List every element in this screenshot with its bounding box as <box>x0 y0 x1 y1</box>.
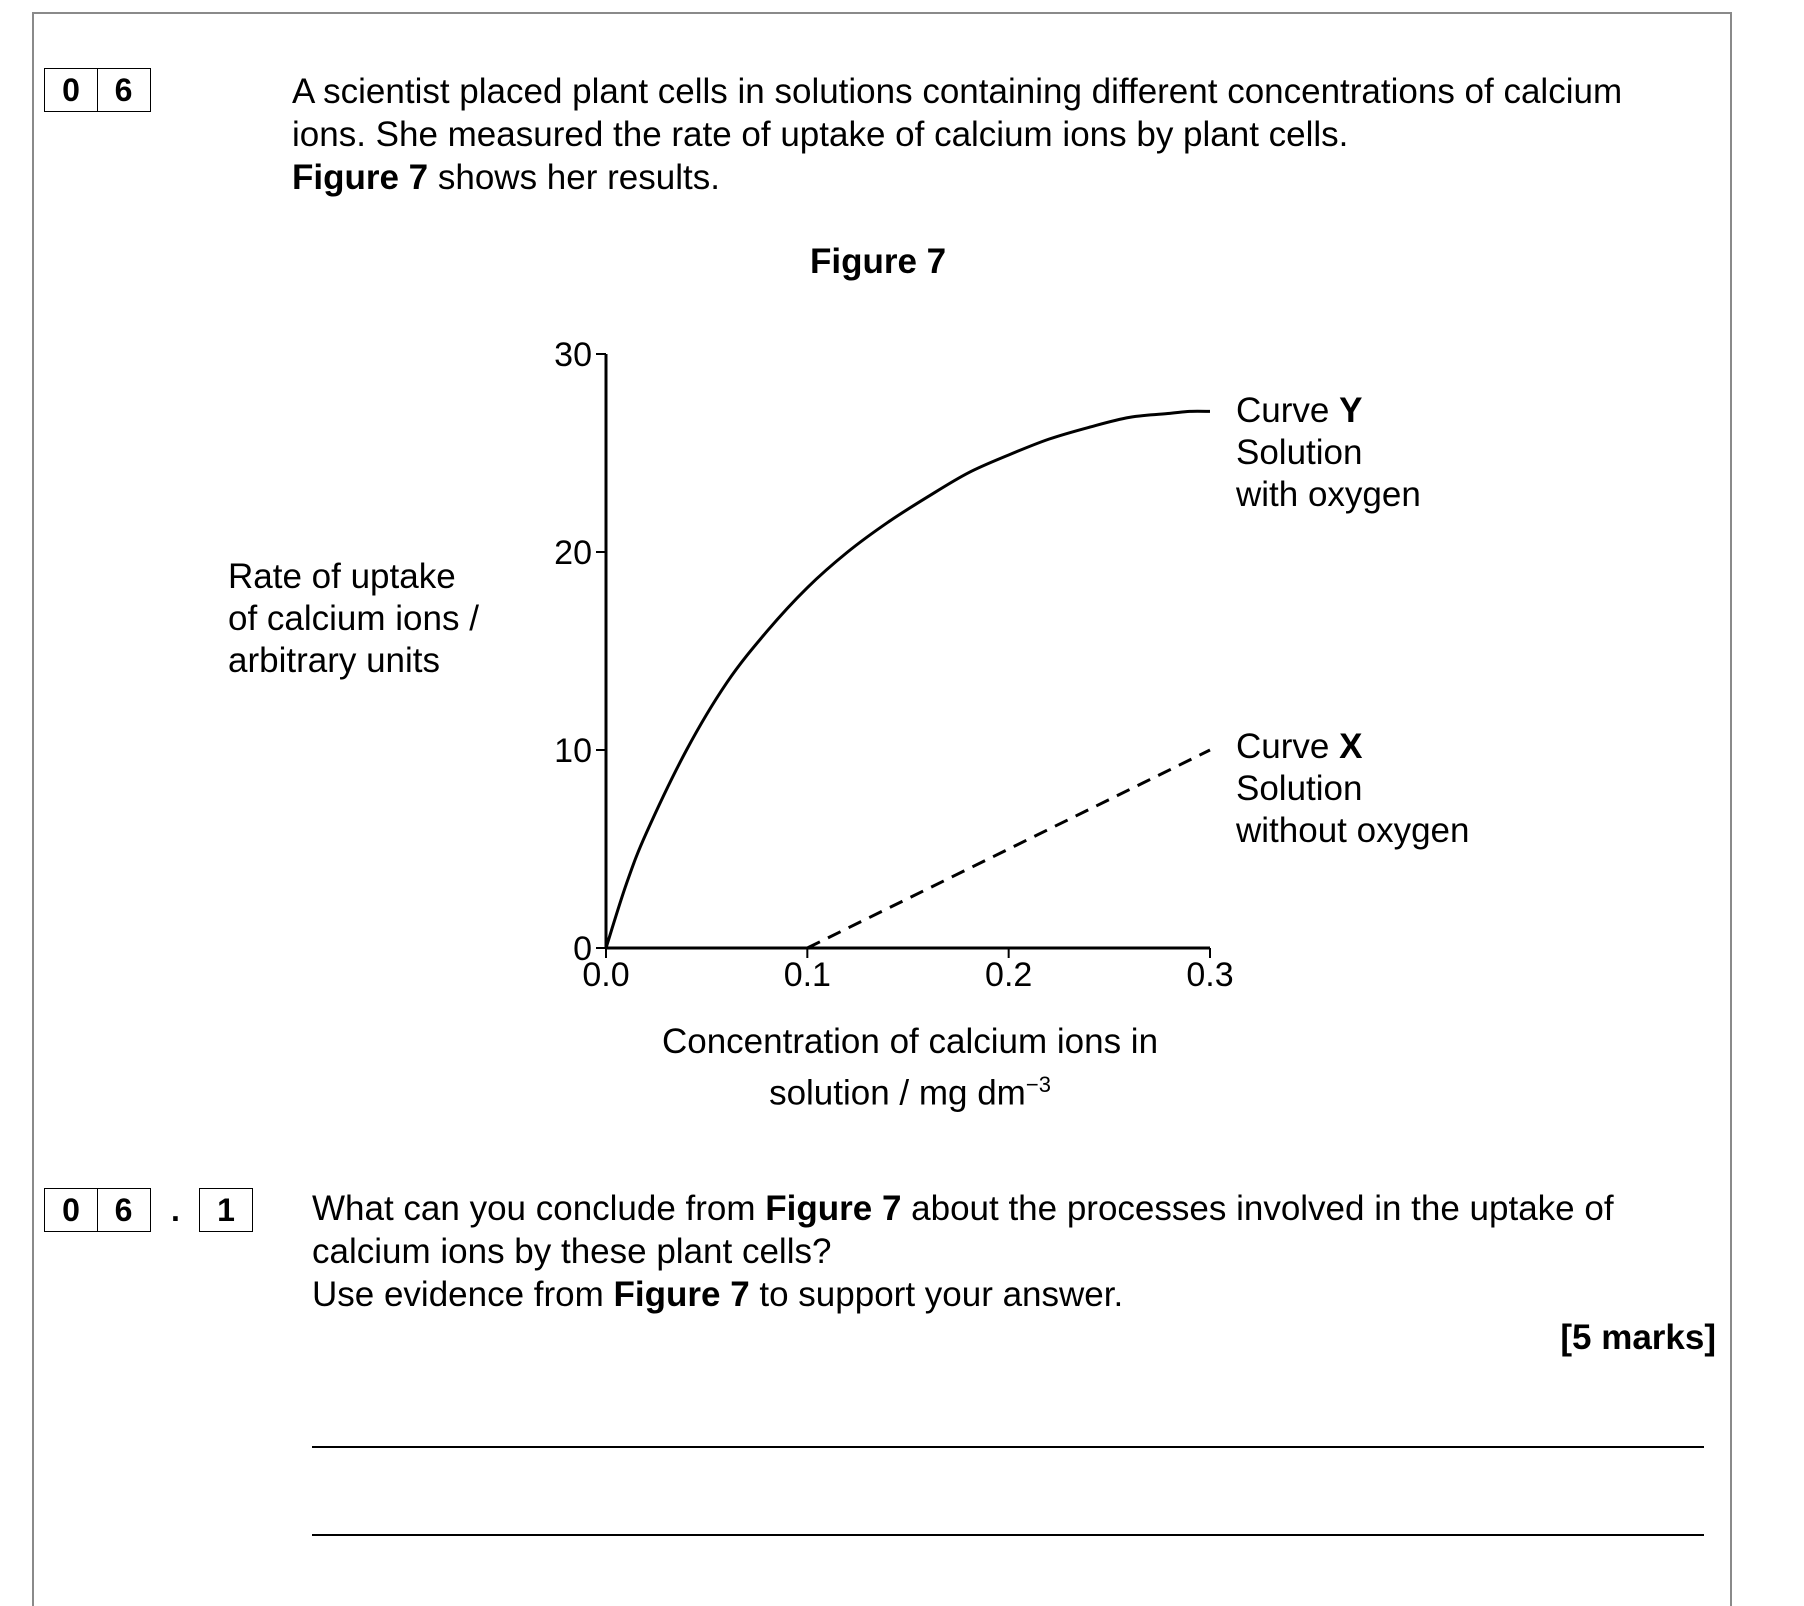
subquestion-text-part: Use evidence from <box>312 1275 614 1314</box>
intro-line: ions. She measured the rate of uptake of calcium ions by plant cells. <box>292 115 1349 154</box>
curve-y-prefix: Curve <box>1236 391 1340 430</box>
curve-x-title <box>1236 726 1469 768</box>
curve-y-line: Solution <box>1236 433 1363 472</box>
curve-y-letter: Y <box>1339 391 1363 430</box>
x-axis-unit-exponent: −3 <box>1025 1072 1051 1097</box>
y-tick-label: 0 <box>573 930 592 968</box>
subquestion-line: calcium ions by these plant cells? <box>312 1232 832 1271</box>
answer-line[interactable] <box>312 1534 1704 1536</box>
curve-y-label <box>1236 390 1421 516</box>
figure-title: Figure 7 <box>810 242 947 281</box>
subquestion-digit: 0 <box>44 1188 98 1232</box>
subquestion-line <box>312 1273 1614 1316</box>
x-axis-label <box>560 1020 1260 1115</box>
curve-y-title <box>1236 390 1421 432</box>
intro-line: A scientist placed plant cells in solutions containing different concentrations of calcium <box>292 72 1623 111</box>
chart-series <box>606 411 1210 948</box>
x-axis-label-line: Concentration of calcium ions in <box>661 1022 1159 1061</box>
marks-label: [5 marks] <box>1560 1318 1716 1357</box>
y-tick-label: 30 <box>554 336 592 374</box>
y-tick-label: 10 <box>554 732 592 770</box>
y-axis-label-line: arbitrary units <box>228 641 441 680</box>
x-axis-unit: solution / mg dm <box>769 1073 1026 1113</box>
y-axis-label-line: of calcium ions / <box>228 599 479 638</box>
x-tick-label: 0.3 <box>1186 956 1234 994</box>
answer-line[interactable] <box>312 1446 1704 1448</box>
curve-x-label <box>1236 726 1469 852</box>
x-tick-label: 0.1 <box>783 956 831 994</box>
chart-axes <box>606 354 1210 948</box>
series-line-curve-x <box>807 750 1210 948</box>
subquestion-text-part: about the processes involved in the uptake of <box>901 1189 1614 1228</box>
question-digit: 0 <box>44 68 98 112</box>
x-axis-label-line <box>560 1063 1260 1115</box>
x-tick-label: 0.2 <box>985 956 1033 994</box>
x-tick-label: 0.0 <box>582 956 630 994</box>
figure-reference: Figure 7 <box>292 158 429 197</box>
curve-x-letter: X <box>1339 727 1363 766</box>
intro-text: shows her results. <box>428 158 720 197</box>
curve-y-line: with oxygen <box>1236 475 1421 514</box>
figure-reference: Figure 7 <box>765 1189 902 1228</box>
y-axis-label-line: Rate of uptake <box>228 557 456 596</box>
figure-reference: Figure 7 <box>613 1275 750 1314</box>
question-digit: 6 <box>97 68 151 112</box>
series-line-curve-y <box>606 411 1210 948</box>
chart-ticks <box>554 336 1233 994</box>
subquestion-part: 1 <box>199 1188 253 1232</box>
curve-x-prefix: Curve <box>1236 727 1340 766</box>
subquestion-digit: 6 <box>97 1188 151 1232</box>
subquestion-text-part: to support your answer. <box>749 1275 1124 1314</box>
subquestion-number-box <box>44 1188 253 1232</box>
curve-x-line: without oxygen <box>1236 811 1470 850</box>
subquestion-separator: . <box>171 1191 180 1228</box>
y-tick-label: 20 <box>554 534 592 572</box>
subquestion-text <box>312 1187 1614 1316</box>
curve-x-line: Solution <box>1236 769 1363 808</box>
subquestion-line <box>312 1187 1614 1230</box>
subquestion-text-part: What can you conclude from <box>312 1189 766 1228</box>
